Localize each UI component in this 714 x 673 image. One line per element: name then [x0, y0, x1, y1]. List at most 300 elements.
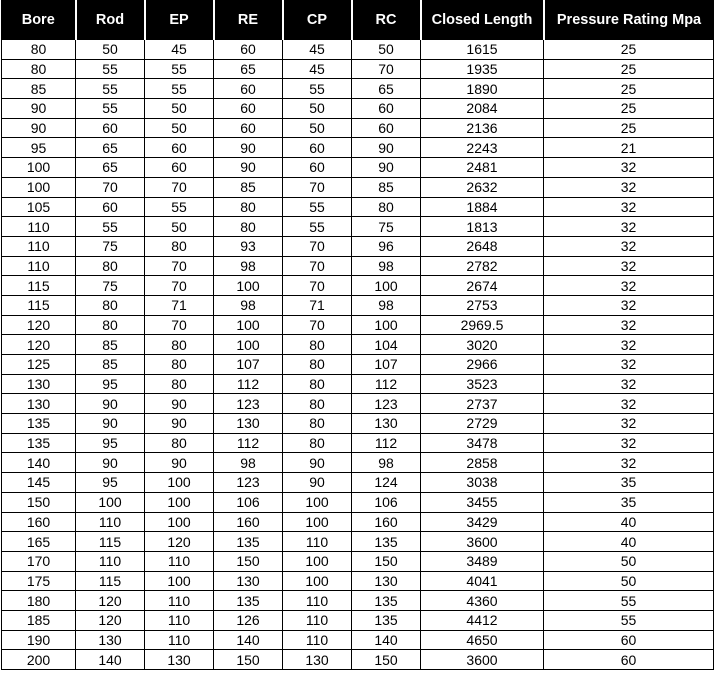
table-cell: 71: [145, 295, 214, 315]
table-cell: 70: [283, 276, 352, 296]
table-cell: 98: [214, 295, 283, 315]
table-cell: 93: [214, 236, 283, 256]
table-cell: 130: [352, 414, 421, 434]
table-row: [2, 79, 714, 99]
table-cell: 80: [283, 414, 352, 434]
table-cell: 2858: [421, 453, 544, 473]
table-cell: 185: [2, 610, 76, 630]
table-cell: 55: [76, 59, 145, 79]
table-cell: 90: [145, 453, 214, 473]
table-cell: 150: [2, 492, 76, 512]
table-cell: 4412: [421, 610, 544, 630]
table-cell: 100: [145, 512, 214, 532]
table-cell: 2136: [421, 118, 544, 138]
table-cell: 2481: [421, 158, 544, 178]
column-header-pressure-rating: Pressure Rating Mpa: [544, 0, 714, 40]
table-cell: 150: [352, 551, 421, 571]
table-cell: 50: [544, 571, 714, 591]
table-cell: 98: [214, 453, 283, 473]
table-cell: 150: [214, 650, 283, 670]
table-cell: 100: [2, 177, 76, 197]
table-cell: 98: [352, 453, 421, 473]
table-cell: 115: [2, 276, 76, 296]
table-cell: 100: [214, 335, 283, 355]
table-cell: 32: [544, 158, 714, 178]
table-cell: 2969.5: [421, 315, 544, 335]
table-cell: 55: [145, 79, 214, 99]
table-cell: 60: [76, 118, 145, 138]
table-cell: 135: [214, 532, 283, 552]
table-cell: 60: [214, 79, 283, 99]
table-header: [2, 0, 714, 40]
table-cell: 32: [544, 315, 714, 335]
table-cell: 140: [2, 453, 76, 473]
table-cell: 32: [544, 335, 714, 355]
table-cell: 70: [145, 177, 214, 197]
table-row: [2, 355, 714, 375]
table-row: [2, 630, 714, 650]
table-cell: 55: [76, 217, 145, 237]
table-cell: 107: [214, 355, 283, 375]
table-cell: 2084: [421, 99, 544, 119]
table-cell: 100: [352, 315, 421, 335]
table-cell: 110: [76, 512, 145, 532]
table-cell: 70: [283, 256, 352, 276]
table-cell: 80: [283, 355, 352, 375]
table-cell: 90: [76, 453, 145, 473]
table-row: [2, 650, 714, 670]
table-cell: 80: [145, 374, 214, 394]
table-cell: 32: [544, 394, 714, 414]
table-cell: 135: [352, 610, 421, 630]
table-cell: 110: [145, 591, 214, 611]
table-cell: 85: [76, 355, 145, 375]
table-cell: 98: [214, 256, 283, 276]
table-cell: 80: [145, 355, 214, 375]
table-cell: 112: [214, 374, 283, 394]
table-cell: 100: [145, 473, 214, 493]
cylinder-spec-table: [1, 0, 714, 670]
table-cell: 80: [283, 335, 352, 355]
table-cell: 130: [76, 630, 145, 650]
table-cell: 110: [2, 256, 76, 276]
table-cell: 170: [2, 551, 76, 571]
table-cell: 70: [352, 59, 421, 79]
table-cell: 90: [283, 473, 352, 493]
table-cell: 120: [76, 610, 145, 630]
table-cell: 95: [76, 473, 145, 493]
table-cell: 165: [2, 532, 76, 552]
table-cell: 95: [76, 433, 145, 453]
table-row: [2, 197, 714, 217]
table-cell: 112: [214, 433, 283, 453]
table-cell: 90: [352, 138, 421, 158]
table-cell: 32: [544, 453, 714, 473]
table-row: [2, 453, 714, 473]
table-cell: 60: [283, 138, 352, 158]
table-cell: 80: [352, 197, 421, 217]
table-row: [2, 571, 714, 591]
table-cell: 60: [544, 630, 714, 650]
table-cell: 90: [76, 414, 145, 434]
table-cell: 126: [214, 610, 283, 630]
table-cell: 140: [214, 630, 283, 650]
table-cell: 80: [76, 315, 145, 335]
table-row: [2, 394, 714, 414]
table-cell: 32: [544, 256, 714, 276]
table-cell: 80: [214, 217, 283, 237]
table-cell: 80: [145, 433, 214, 453]
table-cell: 115: [76, 571, 145, 591]
table-cell: 70: [283, 236, 352, 256]
column-header-re: RE: [214, 0, 283, 40]
table-cell: 3020: [421, 335, 544, 355]
table-cell: 135: [214, 591, 283, 611]
table-cell: 1890: [421, 79, 544, 99]
table-cell: 140: [76, 650, 145, 670]
table-cell: 1935: [421, 59, 544, 79]
table-cell: 112: [352, 374, 421, 394]
header-row: [2, 0, 714, 40]
table-cell: 130: [2, 394, 76, 414]
table-cell: 65: [352, 79, 421, 99]
table-cell: 50: [145, 217, 214, 237]
table-cell: 4360: [421, 591, 544, 611]
table-row: [2, 492, 714, 512]
table-cell: 85: [76, 335, 145, 355]
table-cell: 71: [283, 295, 352, 315]
table-cell: 55: [544, 591, 714, 611]
table-row: [2, 315, 714, 335]
table-cell: 130: [283, 650, 352, 670]
table-cell: 130: [352, 571, 421, 591]
table-row: [2, 433, 714, 453]
table-cell: 98: [352, 256, 421, 276]
table-cell: 3600: [421, 532, 544, 552]
table-row: [2, 177, 714, 197]
table-cell: 104: [352, 335, 421, 355]
table-cell: 90: [283, 453, 352, 473]
table-cell: 90: [2, 118, 76, 138]
table-cell: 100: [283, 551, 352, 571]
table-cell: 60: [352, 118, 421, 138]
table-cell: 80: [2, 40, 76, 60]
table-cell: 120: [2, 315, 76, 335]
table-cell: 175: [2, 571, 76, 591]
table-cell: 130: [214, 414, 283, 434]
table-row: [2, 610, 714, 630]
table-cell: 130: [2, 374, 76, 394]
table-cell: 2729: [421, 414, 544, 434]
table-cell: 32: [544, 295, 714, 315]
table-cell: 3523: [421, 374, 544, 394]
table-cell: 110: [76, 551, 145, 571]
table-row: [2, 512, 714, 532]
column-header-closed-length: Closed Length: [421, 0, 544, 40]
table-cell: 130: [214, 571, 283, 591]
table-cell: 40: [544, 512, 714, 532]
table-row: [2, 138, 714, 158]
table-cell: 60: [214, 40, 283, 60]
table-cell: 35: [544, 473, 714, 493]
table-row: [2, 532, 714, 552]
table-cell: 100: [145, 492, 214, 512]
table-cell: 95: [76, 374, 145, 394]
table-row: [2, 59, 714, 79]
table-cell: 32: [544, 414, 714, 434]
table-cell: 65: [76, 158, 145, 178]
table-cell: 3455: [421, 492, 544, 512]
table-cell: 90: [145, 414, 214, 434]
table-cell: 2782: [421, 256, 544, 276]
table-cell: 123: [352, 394, 421, 414]
table-row: [2, 158, 714, 178]
table-cell: 190: [2, 630, 76, 650]
table-cell: 3600: [421, 650, 544, 670]
table-cell: 32: [544, 236, 714, 256]
table-cell: 130: [145, 650, 214, 670]
table-cell: 115: [2, 295, 76, 315]
table-cell: 85: [352, 177, 421, 197]
table-cell: 100: [283, 492, 352, 512]
table-cell: 4650: [421, 630, 544, 650]
table-cell: 105: [2, 197, 76, 217]
table-cell: 1813: [421, 217, 544, 237]
table-cell: 70: [145, 256, 214, 276]
table-cell: 75: [352, 217, 421, 237]
table-cell: 90: [214, 138, 283, 158]
table-cell: 50: [145, 118, 214, 138]
table-cell: 25: [544, 118, 714, 138]
table-cell: 107: [352, 355, 421, 375]
table-cell: 25: [544, 40, 714, 60]
table-cell: 55: [145, 197, 214, 217]
table-cell: 85: [214, 177, 283, 197]
table-cell: 32: [544, 433, 714, 453]
table-cell: 100: [214, 276, 283, 296]
table-cell: 90: [2, 99, 76, 119]
table-cell: 2737: [421, 394, 544, 414]
table-cell: 4041: [421, 571, 544, 591]
table-cell: 60: [283, 158, 352, 178]
table-row: [2, 99, 714, 119]
table-cell: 95: [2, 138, 76, 158]
table-cell: 100: [283, 512, 352, 532]
table-cell: 2648: [421, 236, 544, 256]
table-cell: 80: [145, 335, 214, 355]
table-cell: 120: [76, 591, 145, 611]
table-cell: 65: [214, 59, 283, 79]
table-cell: 90: [352, 158, 421, 178]
table-cell: 2243: [421, 138, 544, 158]
table-cell: 110: [145, 630, 214, 650]
table-cell: 115: [76, 532, 145, 552]
table-cell: 140: [352, 630, 421, 650]
table-cell: 150: [352, 650, 421, 670]
table-row: [2, 374, 714, 394]
table-cell: 80: [214, 197, 283, 217]
table-cell: 50: [283, 118, 352, 138]
table-cell: 120: [2, 335, 76, 355]
table-cell: 110: [2, 217, 76, 237]
table-cell: 106: [352, 492, 421, 512]
table-cell: 160: [2, 512, 76, 532]
table-cell: 40: [544, 532, 714, 552]
table-cell: 145: [2, 473, 76, 493]
table-cell: 55: [544, 610, 714, 630]
table-cell: 80: [283, 433, 352, 453]
table-row: [2, 40, 714, 60]
table-cell: 2753: [421, 295, 544, 315]
table-row: [2, 414, 714, 434]
table-cell: 200: [2, 650, 76, 670]
table-cell: 45: [283, 40, 352, 60]
table-cell: 90: [145, 394, 214, 414]
table-cell: 100: [2, 158, 76, 178]
table-row: [2, 295, 714, 315]
table-cell: 50: [145, 99, 214, 119]
table-cell: 35: [544, 492, 714, 512]
table-cell: 135: [2, 414, 76, 434]
table-row: [2, 473, 714, 493]
table-cell: 60: [145, 138, 214, 158]
table-cell: 90: [76, 394, 145, 414]
table-cell: 70: [76, 177, 145, 197]
table-cell: 160: [352, 512, 421, 532]
table-cell: 100: [352, 276, 421, 296]
table-cell: 55: [76, 99, 145, 119]
table-cell: 85: [2, 79, 76, 99]
table-cell: 2632: [421, 177, 544, 197]
table-cell: 150: [214, 551, 283, 571]
table-cell: 25: [544, 79, 714, 99]
table-cell: 96: [352, 236, 421, 256]
table-cell: 100: [76, 492, 145, 512]
table-cell: 110: [283, 532, 352, 552]
table-body: [2, 40, 714, 670]
table-cell: 70: [145, 276, 214, 296]
table-cell: 2674: [421, 276, 544, 296]
table-cell: 120: [145, 532, 214, 552]
table-cell: 50: [283, 99, 352, 119]
table-cell: 2966: [421, 355, 544, 375]
table-cell: 75: [76, 276, 145, 296]
table-cell: 25: [544, 59, 714, 79]
table-cell: 32: [544, 374, 714, 394]
table-cell: 135: [352, 591, 421, 611]
table-cell: 110: [2, 236, 76, 256]
table-cell: 3489: [421, 551, 544, 571]
table-cell: 98: [352, 295, 421, 315]
table-cell: 55: [283, 197, 352, 217]
table-cell: 3038: [421, 473, 544, 493]
table-cell: 80: [283, 394, 352, 414]
column-header-rod: Rod: [76, 0, 145, 40]
table-cell: 110: [283, 610, 352, 630]
table-cell: 3478: [421, 433, 544, 453]
table-cell: 180: [2, 591, 76, 611]
table-row: [2, 118, 714, 138]
table-row: [2, 276, 714, 296]
table-cell: 60: [76, 197, 145, 217]
table-cell: 50: [76, 40, 145, 60]
table-row: [2, 236, 714, 256]
table-cell: 110: [283, 630, 352, 650]
table-cell: 70: [283, 177, 352, 197]
table-cell: 45: [283, 59, 352, 79]
table-cell: 80: [283, 374, 352, 394]
table-cell: 106: [214, 492, 283, 512]
table-row: [2, 551, 714, 571]
table-cell: 75: [76, 236, 145, 256]
table-cell: 110: [145, 610, 214, 630]
table-cell: 125: [2, 355, 76, 375]
table-cell: 135: [352, 532, 421, 552]
table-cell: 100: [145, 571, 214, 591]
table-row: [2, 335, 714, 355]
table-cell: 55: [145, 59, 214, 79]
table-row: [2, 591, 714, 611]
table-cell: 60: [214, 118, 283, 138]
table-row: [2, 217, 714, 237]
table-cell: 55: [283, 79, 352, 99]
column-header-rc: RC: [352, 0, 421, 40]
table-cell: 50: [544, 551, 714, 571]
table-cell: 60: [544, 650, 714, 670]
table-cell: 32: [544, 276, 714, 296]
table-cell: 160: [214, 512, 283, 532]
table-cell: 123: [214, 473, 283, 493]
table-cell: 25: [544, 99, 714, 119]
column-header-cp: CP: [283, 0, 352, 40]
table-cell: 32: [544, 177, 714, 197]
table-cell: 100: [283, 571, 352, 591]
column-header-ep: EP: [145, 0, 214, 40]
table-cell: 135: [2, 433, 76, 453]
table-cell: 123: [214, 394, 283, 414]
table-cell: 32: [544, 355, 714, 375]
table-cell: 60: [352, 99, 421, 119]
table-cell: 110: [145, 551, 214, 571]
table-cell: 80: [76, 295, 145, 315]
table-cell: 3429: [421, 512, 544, 532]
table-cell: 21: [544, 138, 714, 158]
table-cell: 32: [544, 197, 714, 217]
table-cell: 110: [283, 591, 352, 611]
table-cell: 80: [76, 256, 145, 276]
table-cell: 90: [214, 158, 283, 178]
table-cell: 112: [352, 433, 421, 453]
table-cell: 1615: [421, 40, 544, 60]
table-cell: 45: [145, 40, 214, 60]
column-header-bore: Bore: [2, 0, 76, 40]
table-cell: 60: [214, 99, 283, 119]
table-cell: 80: [145, 236, 214, 256]
table-cell: 50: [352, 40, 421, 60]
table-cell: 80: [2, 59, 76, 79]
table-cell: 32: [544, 217, 714, 237]
table-row: [2, 256, 714, 276]
table-cell: 100: [214, 315, 283, 335]
table-cell: 60: [145, 158, 214, 178]
table-cell: 65: [76, 138, 145, 158]
table-cell: 70: [283, 315, 352, 335]
table-cell: 124: [352, 473, 421, 493]
table-cell: 55: [283, 217, 352, 237]
table-cell: 55: [76, 79, 145, 99]
table-cell: 1884: [421, 197, 544, 217]
table-cell: 70: [145, 315, 214, 335]
